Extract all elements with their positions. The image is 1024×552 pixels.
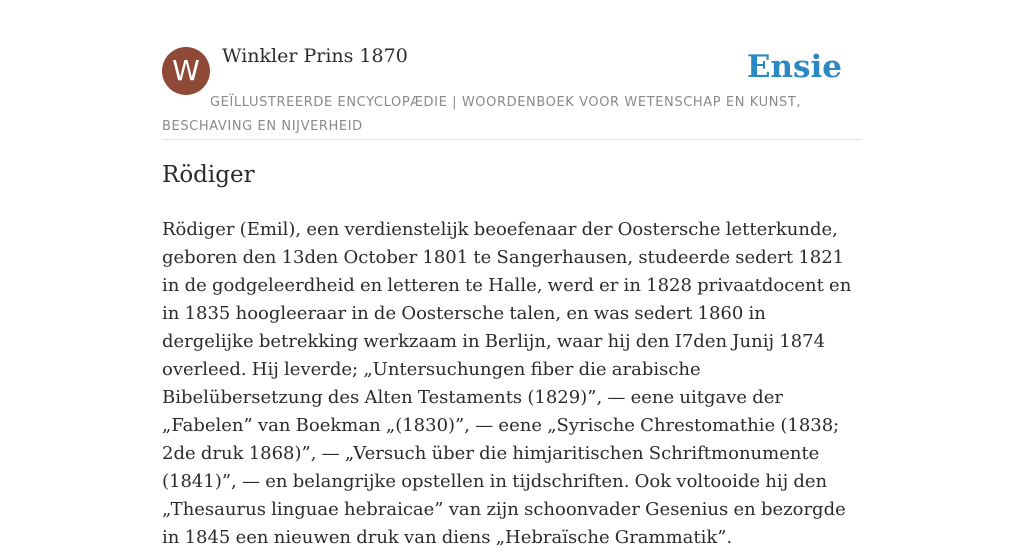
article-title: Rödiger	[162, 162, 255, 188]
site-subtitle: GEÏLLUSTREERDE ENCYCLOPÆDIE | WOORDENBOEK VOOR WETENSCHAP EN KUNST, BESCHAVING EN NIJVERHEID	[162, 95, 802, 134]
brand-logo[interactable]: Ensie	[746, 49, 842, 85]
avatar[interactable]: W	[162, 47, 210, 95]
header	[162, 45, 862, 140]
site-title[interactable]: Winkler Prins 1870	[222, 45, 408, 67]
article-body: Rödiger (Emil), een verdienstelijk beoefenaar der Oostersche letterkunde, geboren den 13den October 1801 te Sangerhausen, studeerde sedert 1821 in de godgeleerdheid en letteren te Halle, werd er in 1828 privaatdocent en in 1835 hoogleeraar in de Oostersche talen, en was sedert 1860 in dergelijke betrekking werkzaam in Berlijn, waar hij den I7den Junij 1874 overleed. Hij leverde; „Untersuchungen fiber die arabische Bibelübersetzung des Alten Testaments (1829)”, — eene uitgave der „Fabelen” van Boekman „(1830)”, — eene „Syrische Chrestomathie (1838; 2de druk 1868)”, — „Versuch über die himjaritischen Schriftmonumente (1841)”, — en belangrijke opstellen in tijdschriften. Ook voltooide hij den „Thesaurus linguae hebraicae” van zijn schoonvader Gesenius en bezorgde in 1845 een nieuwen druk van diens „Hebraïsche Grammatik”.	[162, 219, 852, 548]
